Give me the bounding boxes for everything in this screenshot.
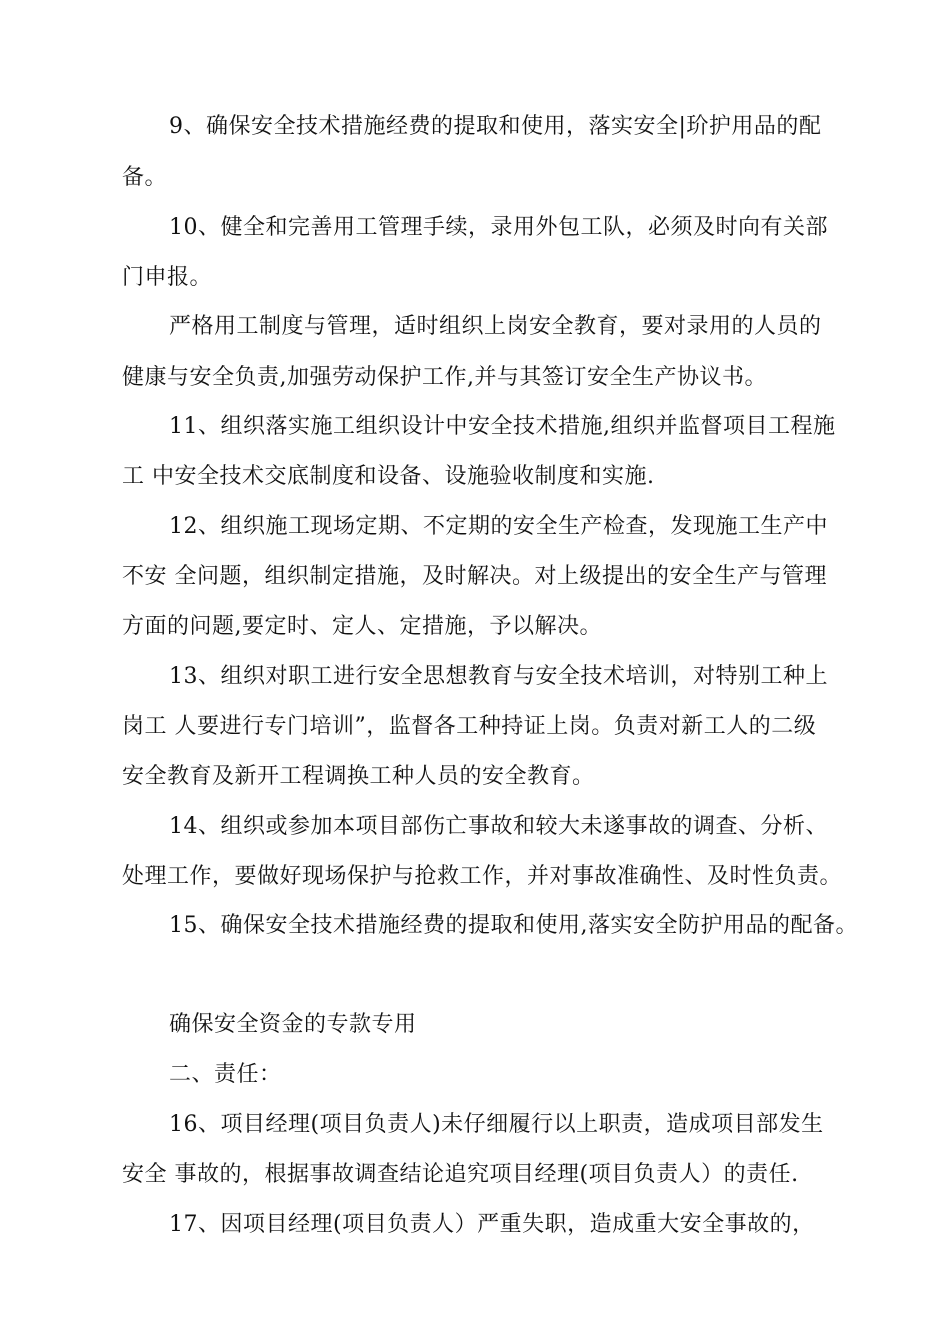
text-line-item12-cont2: 方面的问题,要定时、定人、定措施，予以解决。: [122, 614, 602, 639]
text-line-para-employment: 严格用工制度与管理，适时组织上岗安全教育，要对录用的人员的: [169, 314, 822, 339]
text-line-item9-cont: 备。: [122, 165, 168, 190]
text-line-item10-cont: 门申报。: [122, 265, 213, 290]
text-line-item14-cont: 处理工作，要做好现场保护与抢救工作，并对事故准确性、及时性负责。: [122, 864, 843, 889]
text-line-item16-cont: 安全 事故的，根据事故调查结论追究项目经理(项目负责人）的责任.: [122, 1162, 799, 1187]
text-line-item15: 15、确保安全技术措施经费的提取和使用,落实安全防护用品的配备。: [169, 913, 858, 938]
text-line-item11: 11、组织落实施工组织设计中安全技术措施,组织并监督项目工程施: [169, 414, 836, 439]
text-line-item13: 13、组织对职工进行安全思想教育与安全技术培训，对特别工种上: [169, 664, 828, 689]
text-line-item16: 16、项目经理(项目负责人)未仔细履行以上职责，造成项目部发生: [169, 1112, 824, 1137]
text-line-item10: 10、健全和完善用工管理手续，录用外包工队，必须及时向有关部: [169, 215, 828, 240]
text-line-item12: 12、组织施工现场定期、不定期的安全生产检查，发现施工生产中: [169, 514, 828, 539]
text-line-item12-cont1: 不安 全问题，组织制定措施，及时解决。对上级提出的安全生产与管理: [122, 564, 827, 589]
text-line-fund-dedicated: 确保安全资金的专款专用: [169, 1012, 417, 1037]
text-line-item13-cont1: 岗工 人要进行专门培训”，监督各工种持证上岗。负责对新工人的二级: [122, 714, 817, 739]
section-heading-responsibility: 二、责任：: [169, 1062, 282, 1087]
text-line-item9: 9、确保安全技术措施经费的提取和使用，落实安全|玠护用品的配: [169, 114, 822, 139]
text-line-para-employment-cont: 健康与安全负责,加强劳动保护工作,并与其签订安全生产协议书。: [122, 365, 767, 390]
text-line-item11-cont: 工 中安全技术交底制度和设备、设施验收制度和实施.: [122, 464, 655, 489]
text-line-item17: 17、因项目经理(项目负责人）严重失职，造成重大安全事故的，: [169, 1212, 815, 1237]
text-line-item14: 14、组织或参加本项目部伤亡事故和较大未遂事故的调查、分析、: [169, 814, 828, 839]
text-line-item13-cont2: 安全教育及新开工程调换工种人员的安全教育。: [122, 764, 595, 789]
